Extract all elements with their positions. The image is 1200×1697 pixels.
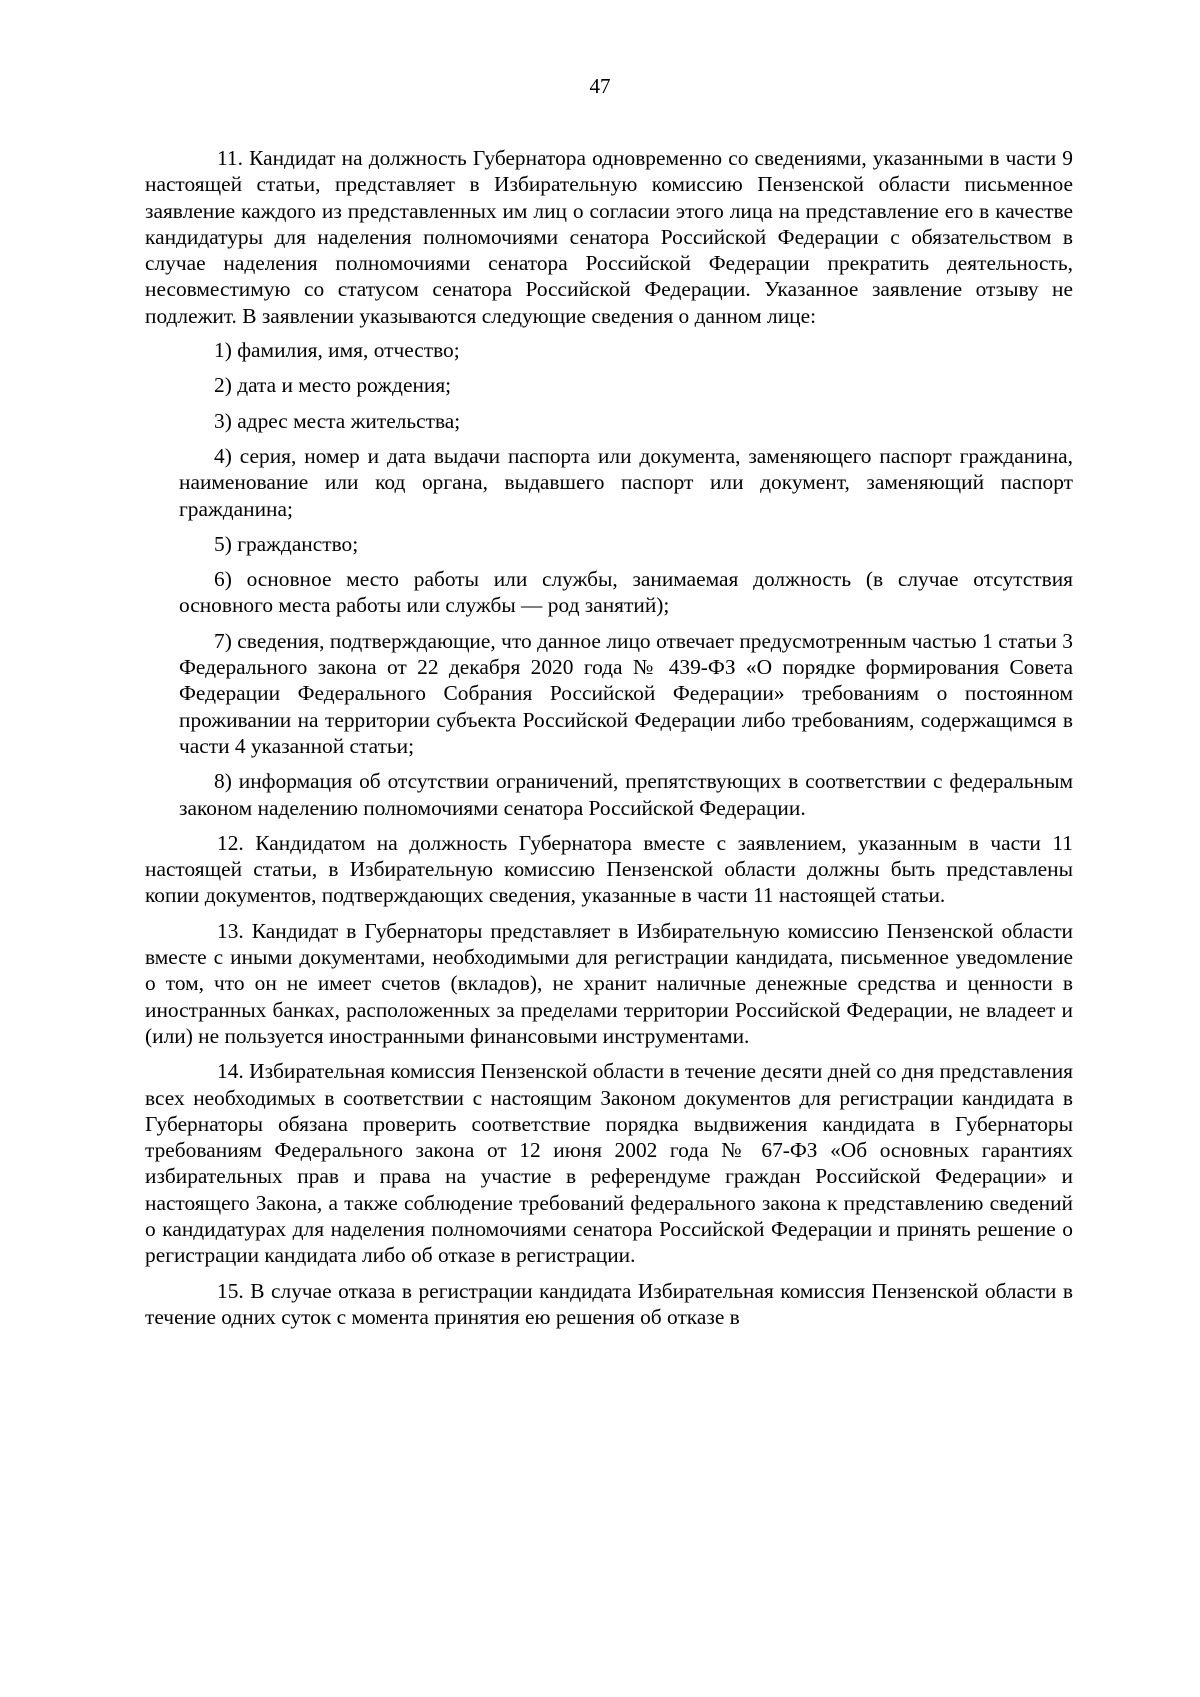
section-number: 14. (217, 1059, 244, 1084)
section-text: Кандидатом на должность Губернатора вместе с заявлением, указанным в части 11 настоящей статьи, в Избирательную комиссию Пензенской области должны быть представлены копии документов, подтверждающих сведения, указанные в части 11 настоящей статьи. (145, 830, 1073, 908)
item-number: 7) (214, 628, 232, 653)
list-item (145, 531, 1073, 557)
section-text: Кандидат в Губернаторы представляет в Избирательную комиссию Пензенской области вместе с иными документами, необходимыми для регистрации кандидата, письменное уведомление о том, что он не имеет счетов (вкладов), не хранит наличные денежные средства и ценности в иностранных банках, расположенных за пределами территории Российской Федерации, не владеет и (или) не пользуется иностранными финансовыми инструментами. (145, 918, 1073, 1048)
section-number: 11. (217, 146, 243, 170)
item-text: серия, номер и дата выдачи паспорта или документа, заменяющего паспорт гражданина, наименование или код органа, выдавшего паспорт или документ, заменяющий паспорт гражданина; (179, 443, 1073, 521)
item-text: информация об отсутствии ограничений, препятствующих в соответствии с федеральным законом наделению полномочиями сенатора Российской Федерации. (179, 769, 1073, 820)
section-number: 15. (217, 1278, 244, 1303)
section-text: Избирательная комиссия Пензенской области в течение десяти дней со дня представления всех необходимых в соответствии с настоящим Законом документов для регистрации кандидата в Губернаторы обязана проверить соответствие порядка выдвижения кандидата в Губернаторы требованиям Федерального закона от 12 июня 2002 года № 67-ФЗ «Об основных гарантиях избирательных прав и права на участие в референдуме граждан Российской Федерации» и настоящего Закона, а также соблюдение требований федерального закона к представлению сведений о кандидатурах для наделения полномочиями сенатора Российской Федерации и принять решение о регистрации кандидата либо об отказе в регистрации. (145, 1059, 1073, 1268)
list-item (145, 408, 1073, 434)
list-item (145, 628, 1073, 759)
item-text: сведения, подтверждающие, что данное лицо отвечает предусмотренным частью 1 статьи 3 Федерального закона от 22 декабря 2020 года № 439-ФЗ «О порядке формирования Совета Федерации Федерального Собрания Российской Федерации» требованиям о постоянном проживании на территории субъекта Российской Федерации либо требованиям, содержащимся в части 4 указанной статьи; (179, 628, 1073, 758)
item-number: 3) (214, 408, 232, 433)
list-item (145, 372, 1073, 398)
item-number: 5) (214, 531, 232, 556)
section-11 (145, 145, 1073, 329)
item-text: основное место работы или службы, занимаемая должность (в случае отсутствия основного места работы или службы — род занятий); (179, 567, 1073, 618)
document-body (145, 145, 1073, 1330)
list-item (145, 768, 1073, 821)
page-number: 47 (589, 74, 611, 98)
item-text: гражданство; (237, 531, 359, 556)
section-text: В случае отказа в регистрации кандидата Избирательная комиссия Пензенской области в течение одних суток с момента принятия ею решения об отказе в (145, 1278, 1073, 1329)
section-13 (145, 918, 1073, 1049)
item-text: адрес места жительства; (237, 408, 461, 433)
item-number: 1) (214, 338, 232, 363)
list-item (145, 337, 1073, 363)
section-14 (145, 1058, 1073, 1268)
section-12 (145, 830, 1073, 909)
item-text: дата и место рождения; (237, 373, 452, 398)
list-item (145, 566, 1073, 619)
section-number: 13. (217, 918, 244, 943)
section-text: Кандидат на должность Губернатора одновременно со сведениями, указанными в части 9 настоящей статьи, представляет в Избирательную комиссию Пензенской области письменное заявление каждого из представленных им лиц о согласии этого лица на представление его в качестве кандидатуры для наделения полномочиями сенатора Российской Федерации с обязательством в случае наделения полномочиями сенатора Российской Федерации прекратить деятельность, несовместимую со статусом сенатора Российской Федерации. Указанное заявление отзыву не подлежит. В заявлении указываются следующие сведения о данном лице: (145, 146, 1073, 328)
item-number: 4) (214, 443, 232, 468)
section-15 (145, 1278, 1073, 1331)
item-number: 8) (214, 769, 232, 794)
section-number: 12. (217, 830, 244, 855)
item-text: фамилия, имя, отчество; (237, 338, 460, 363)
item-number: 2) (214, 373, 232, 398)
list-item (145, 443, 1073, 522)
item-number: 6) (214, 567, 232, 592)
